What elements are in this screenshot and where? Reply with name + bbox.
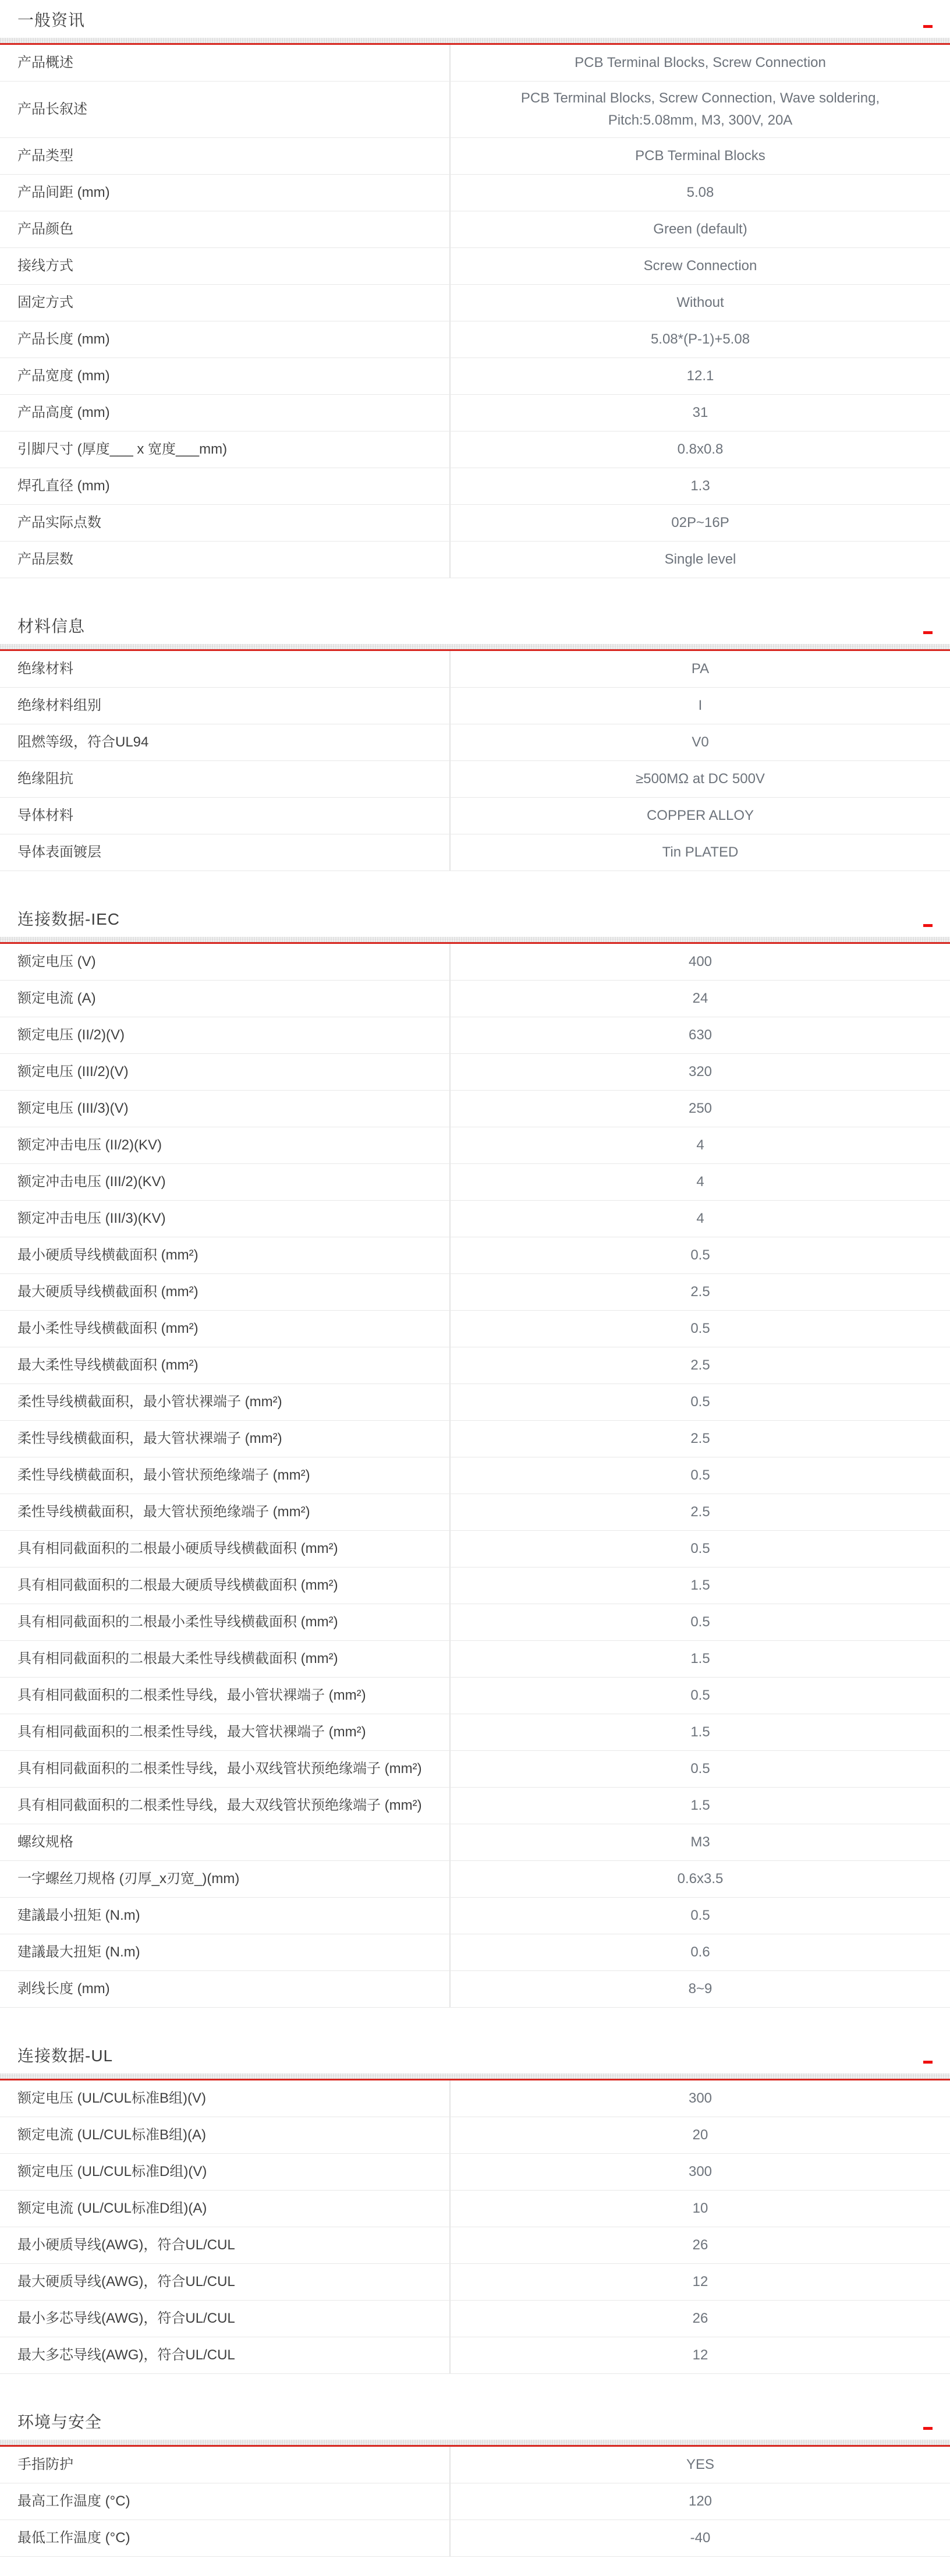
collapse-minus-icon[interactable] [923,2061,933,2064]
section-title: 连接数据-IEC [17,910,120,928]
table-row [0,1531,950,1567]
spec-label: 建議最小扭矩 (N.m) [0,1898,451,1934]
spec-value: 4 [696,1137,704,1153]
table-row [0,1274,950,1311]
spec-label: 柔性导线横截面积，最小管状裸端子 (mm²) [0,1384,451,1420]
spec-value: 0.8x0.8 [677,441,724,457]
spec-label: 额定冲击电压 (II/2)(KV) [0,1127,451,1163]
spec-value: 10 [692,2200,708,2216]
spec-value: 20 [692,2127,708,2143]
spec-label: 最高工作温度 (°C) [0,2483,451,2520]
table-row [0,1164,950,1201]
table-row [0,2301,950,2337]
spec-value: 5.08*(P-1)+5.08 [650,331,750,347]
table-row [0,2191,950,2227]
spec-label: 导体材料 [0,798,451,834]
spec-label: 产品高度 (mm) [0,395,451,431]
spec-label: 额定电压 (III/2)(V) [0,1054,451,1090]
table-row [0,1127,950,1164]
table-row [0,1384,950,1421]
section-header [0,10,950,30]
spec-label: 柔性导线横截面积，最大管状预绝缘端子 (mm²) [0,1494,451,1530]
spec-value: 12 [692,2347,708,2363]
table-row [0,2117,950,2154]
section-rows [0,45,950,578]
section-rows [0,651,950,871]
spec-label: 产品类型 [0,138,451,174]
spec-value: 0.5 [690,1321,710,1336]
section-title: 材料信息 [17,617,86,635]
section-connection-data-iec [0,871,950,2008]
table-row [0,1714,950,1751]
spec-value: 0.5 [690,1687,710,1703]
spec-value: Screw Connection [643,258,757,274]
spec-value: 120 [688,2493,712,2509]
table-row [0,211,950,248]
section-rows [0,944,950,2008]
spec-value: PCB Terminal Blocks [635,148,765,164]
spec-value: 0.5 [690,1467,710,1483]
spec-value: 0.5 [690,1614,710,1630]
spec-value: Tin PLATED [662,844,739,860]
spec-label: 额定电压 (III/3)(V) [0,1091,451,1127]
section-header [0,2046,950,2066]
table-row [0,1604,950,1641]
spec-label: 具有相同截面积的二根柔性导线，最小双线管状预绝缘端子 (mm²) [0,1751,451,1787]
table-row [0,2337,950,2374]
spec-value: 2.5 [690,1357,710,1373]
spec-label: 绝缘材料组别 [0,688,451,724]
collapse-minus-icon[interactable] [923,2427,933,2430]
table-row [0,395,950,431]
table-row [0,2264,950,2301]
spec-label: 产品宽度 (mm) [0,358,451,394]
section-environment-safety [0,2374,950,2557]
table-row [0,2447,950,2483]
spec-value: 0.5 [690,1541,710,1556]
spec-label: 额定电流 (UL/CUL标准D组)(A) [0,2191,451,2227]
table-row [0,285,950,321]
section-header [0,2412,950,2432]
table-row [0,1017,950,1054]
table-row [0,1861,950,1898]
table-row [0,1898,950,1934]
spec-value: 2.5 [690,1284,710,1300]
table-row [0,1971,950,2008]
table-row [0,688,950,724]
section-header [0,910,950,929]
spec-value: V0 [692,734,709,750]
spec-label: 导体表面镀层 [0,834,451,871]
section-texture-strip [0,937,950,942]
spec-label: 具有相同截面积的二根最小柔性导线横截面积 (mm²) [0,1604,451,1640]
table-row [0,651,950,688]
spec-value: 0.5 [690,1908,710,1923]
spec-label: 额定电压 (UL/CUL标准D组)(V) [0,2154,451,2190]
section-texture-strip [0,2073,950,2079]
spec-value: YES [686,2457,715,2472]
spec-label: 阻燃等级，符合UL94 [0,724,451,760]
spec-value: Without [676,295,724,310]
spec-value: 250 [688,1101,712,1116]
table-row [0,45,950,82]
spec-value: Single level [664,551,736,567]
table-row [0,468,950,505]
table-row [0,2483,950,2520]
spec-value: 1.3 [690,478,710,494]
table-row [0,321,950,358]
spec-label: 具有相同截面积的二根最大硬质导线横截面积 (mm²) [0,1567,451,1604]
spec-label: 产品长叙述 [0,82,451,137]
table-row [0,1237,950,1274]
spec-label: 最大硬质导线横截面积 (mm²) [0,1274,451,1310]
spec-value: 12.1 [686,368,714,384]
spec-value: 2.5 [690,1431,710,1446]
spec-value: 1.5 [690,1651,710,1666]
spec-label: 具有相同截面积的二根柔性导线，最大双线管状预绝缘端子 (mm²) [0,1788,451,1824]
spec-value: 31 [692,405,708,420]
section-header [0,617,950,636]
table-row [0,1751,950,1788]
spec-label: 具有相同截面积的二根最大柔性导线横截面积 (mm²) [0,1641,451,1677]
collapse-minus-icon[interactable] [923,924,933,927]
spec-label: 最小硬质导线(AWG)，符合UL/CUL [0,2227,451,2263]
spec-value: 400 [688,954,712,969]
spec-label: 最小柔性导线横截面积 (mm²) [0,1311,451,1347]
spec-value: 300 [688,2164,712,2179]
spec-label: 引脚尺寸 (厚度___ x 宽度___mm) [0,431,451,468]
spec-label: 产品层数 [0,542,451,578]
table-row [0,798,950,834]
section-material-info [0,578,950,871]
spec-label: 绝缘材料 [0,651,451,687]
spec-label: 最小硬质导线横截面积 (mm²) [0,1237,451,1273]
table-row [0,834,950,871]
table-row [0,431,950,468]
table-row [0,1788,950,1824]
table-row [0,1457,950,1494]
spec-value: 300 [688,2090,712,2106]
spec-label: 最低工作温度 (°C) [0,2520,451,2556]
spec-value: 1.5 [690,1577,710,1593]
table-row [0,1934,950,1971]
spec-value: 1.5 [690,1724,710,1740]
spec-label: 额定冲击电压 (III/2)(KV) [0,1164,451,1200]
section-texture-strip [0,2440,950,2445]
spec-value: 24 [692,990,708,1006]
section-title: 连接数据-UL [17,2047,114,2065]
spec-label: 剥线长度 (mm) [0,1971,451,2007]
spec-value: 4 [696,1211,704,1226]
spec-value: 320 [688,1064,712,1080]
section-general-info [0,0,950,578]
spec-label: 一字螺丝刀规格 (刃厚_x刃宽_)(mm) [0,1861,451,1897]
table-row [0,1494,950,1531]
spec-value: PA [691,661,710,677]
collapse-minus-icon[interactable] [923,25,933,28]
table-row [0,1347,950,1384]
section-texture-strip [0,38,950,43]
spec-value: 0.5 [690,1394,710,1410]
spec-label: 具有相同截面积的二根柔性导线，最小管状裸端子 (mm²) [0,1678,451,1714]
spec-label: 产品间距 (mm) [0,175,451,211]
spec-label: 手指防护 [0,2447,451,2483]
spec-label: 最大柔性导线横截面积 (mm²) [0,1347,451,1383]
spec-label: 产品实际点数 [0,505,451,541]
spec-label: 具有相同截面积的二根最小硬质导线横截面积 (mm²) [0,1531,451,1567]
spec-label: 最大多芯导线(AWG)，符合UL/CUL [0,2337,451,2373]
section-connection-data-ul [0,2008,950,2374]
spec-value: ≥500MΩ at DC 500V [636,771,765,787]
spec-label: 产品概述 [0,45,451,81]
spec-value: 2.5 [690,1504,710,1520]
spec-value: -40 [690,2530,711,2546]
spec-value: 26 [692,2237,708,2253]
spec-label: 产品颜色 [0,211,451,247]
spec-label: 额定电压 (II/2)(V) [0,1017,451,1053]
table-row [0,2080,950,2117]
spec-value: 1.5 [690,1797,710,1813]
table-row [0,175,950,211]
spec-label: 额定电流 (UL/CUL标准B组)(A) [0,2117,451,2153]
table-row [0,1091,950,1127]
table-row [0,1567,950,1604]
table-row [0,2520,950,2557]
spec-value: PCB Terminal Blocks, Screw Connection [575,55,826,70]
spec-label: 产品长度 (mm) [0,321,451,358]
spec-value: 630 [688,1027,712,1043]
table-row [0,505,950,542]
section-rows [0,2447,950,2557]
collapse-minus-icon[interactable] [923,631,933,634]
spec-label: 额定电压 (V) [0,944,451,980]
table-row [0,542,950,578]
spec-label: 柔性导线横截面积，最大管状裸端子 (mm²) [0,1421,451,1457]
spec-value: PCB Terminal Blocks, Screw Connection, Wave soldering, Pitch:5.08mm, M3, 300V, 20A [520,90,880,128]
table-row [0,1824,950,1861]
spec-value: M3 [690,1834,710,1850]
spec-value: I [698,698,703,713]
spec-label: 螺纹规格 [0,1824,451,1860]
spec-label: 具有相同截面积的二根柔性导线，最大管状裸端子 (mm²) [0,1714,451,1750]
spec-label: 柔性导线横截面积，最小管状预绝缘端子 (mm²) [0,1457,451,1494]
table-row [0,1054,950,1091]
spec-label: 焊孔直径 (mm) [0,468,451,504]
table-row [0,2154,950,2191]
section-title: 环境与安全 [17,2413,102,2431]
table-row [0,1421,950,1457]
spec-value: 0.6x3.5 [677,1871,724,1887]
spec-value: COPPER ALLOY [646,808,754,823]
table-row [0,1678,950,1714]
table-row [0,82,950,138]
section-texture-strip [0,644,950,649]
spec-label: 绝缘阻抗 [0,761,451,797]
spec-value: 5.08 [686,185,714,200]
table-row [0,761,950,798]
spec-label: 最小多芯导线(AWG)，符合UL/CUL [0,2301,451,2337]
spec-value: Green (default) [653,221,747,237]
spec-value: 02P~16P [671,515,729,530]
table-row [0,248,950,285]
table-row [0,2227,950,2264]
spec-value: 0.6 [690,1944,710,1960]
spec-value: 0.5 [690,1247,710,1263]
spec-value: 12 [692,2274,708,2290]
spec-label: 建議最大扭矩 (N.m) [0,1934,451,1970]
spec-value: 26 [692,2310,708,2326]
spec-label: 最大硬质导线(AWG)，符合UL/CUL [0,2264,451,2300]
section-rows [0,2080,950,2374]
spec-value: 4 [696,1174,704,1190]
table-row [0,358,950,395]
table-row [0,1201,950,1237]
spec-label: 额定电流 (A) [0,981,451,1017]
table-row [0,1311,950,1347]
table-row [0,1641,950,1678]
table-row [0,724,950,761]
table-row [0,981,950,1017]
spec-label: 额定冲击电压 (III/3)(KV) [0,1201,451,1237]
table-row [0,138,950,175]
spec-label: 固定方式 [0,285,451,321]
section-title: 一般资讯 [17,11,86,29]
spec-value: 8~9 [688,1981,712,1997]
spec-value: 0.5 [690,1761,710,1777]
table-row [0,944,950,981]
spec-label: 额定电压 (UL/CUL标准B组)(V) [0,2080,451,2117]
spec-label: 接线方式 [0,248,451,284]
